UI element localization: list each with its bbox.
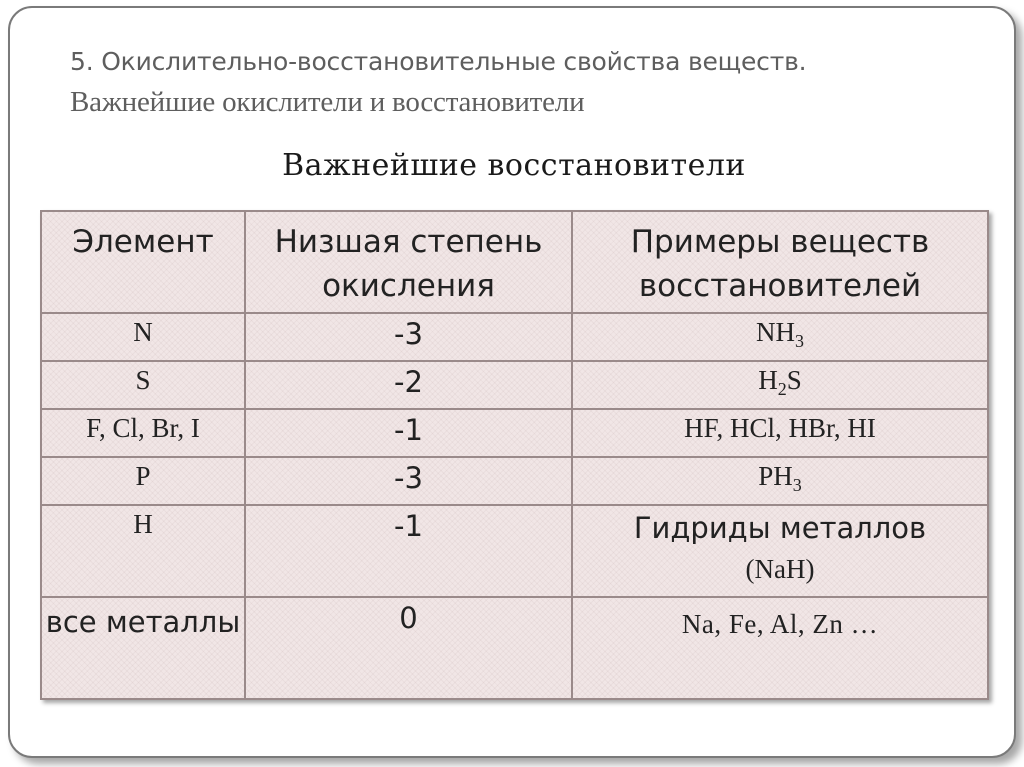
formula-subscript: 2 [777,379,787,399]
table-row [41,361,988,409]
header-line-1: 5. Окислительно-восстановительные свойства веществ. [70,47,807,76]
cell-element: все металлы [41,597,245,699]
cell-example [572,313,988,361]
header-lowest-state: Низшая степень окисления [245,211,572,313]
example-formula: (NaH) [745,554,815,584]
header-examples: Примеры веществ восстановителей [572,211,988,313]
slide-header [70,42,970,122]
cell-oxidation: -3 [245,313,572,361]
table-row [41,505,988,597]
cell-element: P [41,457,245,505]
cell-oxidation: -3 [245,457,572,505]
table-subtitle: Важнейшие восстановители [282,148,746,183]
cell-element: N [41,313,245,361]
cell-example [572,361,988,409]
cell-example: HF, HCl, HBr, HI [572,409,988,457]
cell-example [572,457,988,505]
table-row [41,313,988,361]
cell-example [572,505,988,597]
formula-base: H [758,365,778,395]
cell-oxidation: -1 [245,505,572,597]
header-line-2: Важнейшие окислители и восстановители [70,86,585,118]
cell-element: S [41,361,245,409]
formula-base: NH [756,317,795,347]
slide-frame [8,6,1016,758]
header-element: Элемент [41,211,245,313]
cell-example: Na, Fe, Al, Zn … [572,597,988,699]
formula-base: PH [758,461,793,491]
table-row [41,457,988,505]
cell-oxidation: -2 [245,361,572,409]
example-name: Гидриды металлов [633,511,927,545]
cell-element: H [41,505,245,597]
cell-element: F, Cl, Br, I [41,409,245,457]
table-row [41,409,988,457]
table-row [41,597,988,699]
formula-subscript: 3 [795,331,804,351]
table-header-row [41,211,988,313]
formula-subscript: 3 [792,475,802,495]
reducers-table [40,210,989,700]
cell-oxidation: -1 [245,409,572,457]
cell-oxidation: 0 [245,597,572,699]
formula-tail: S [786,365,802,395]
